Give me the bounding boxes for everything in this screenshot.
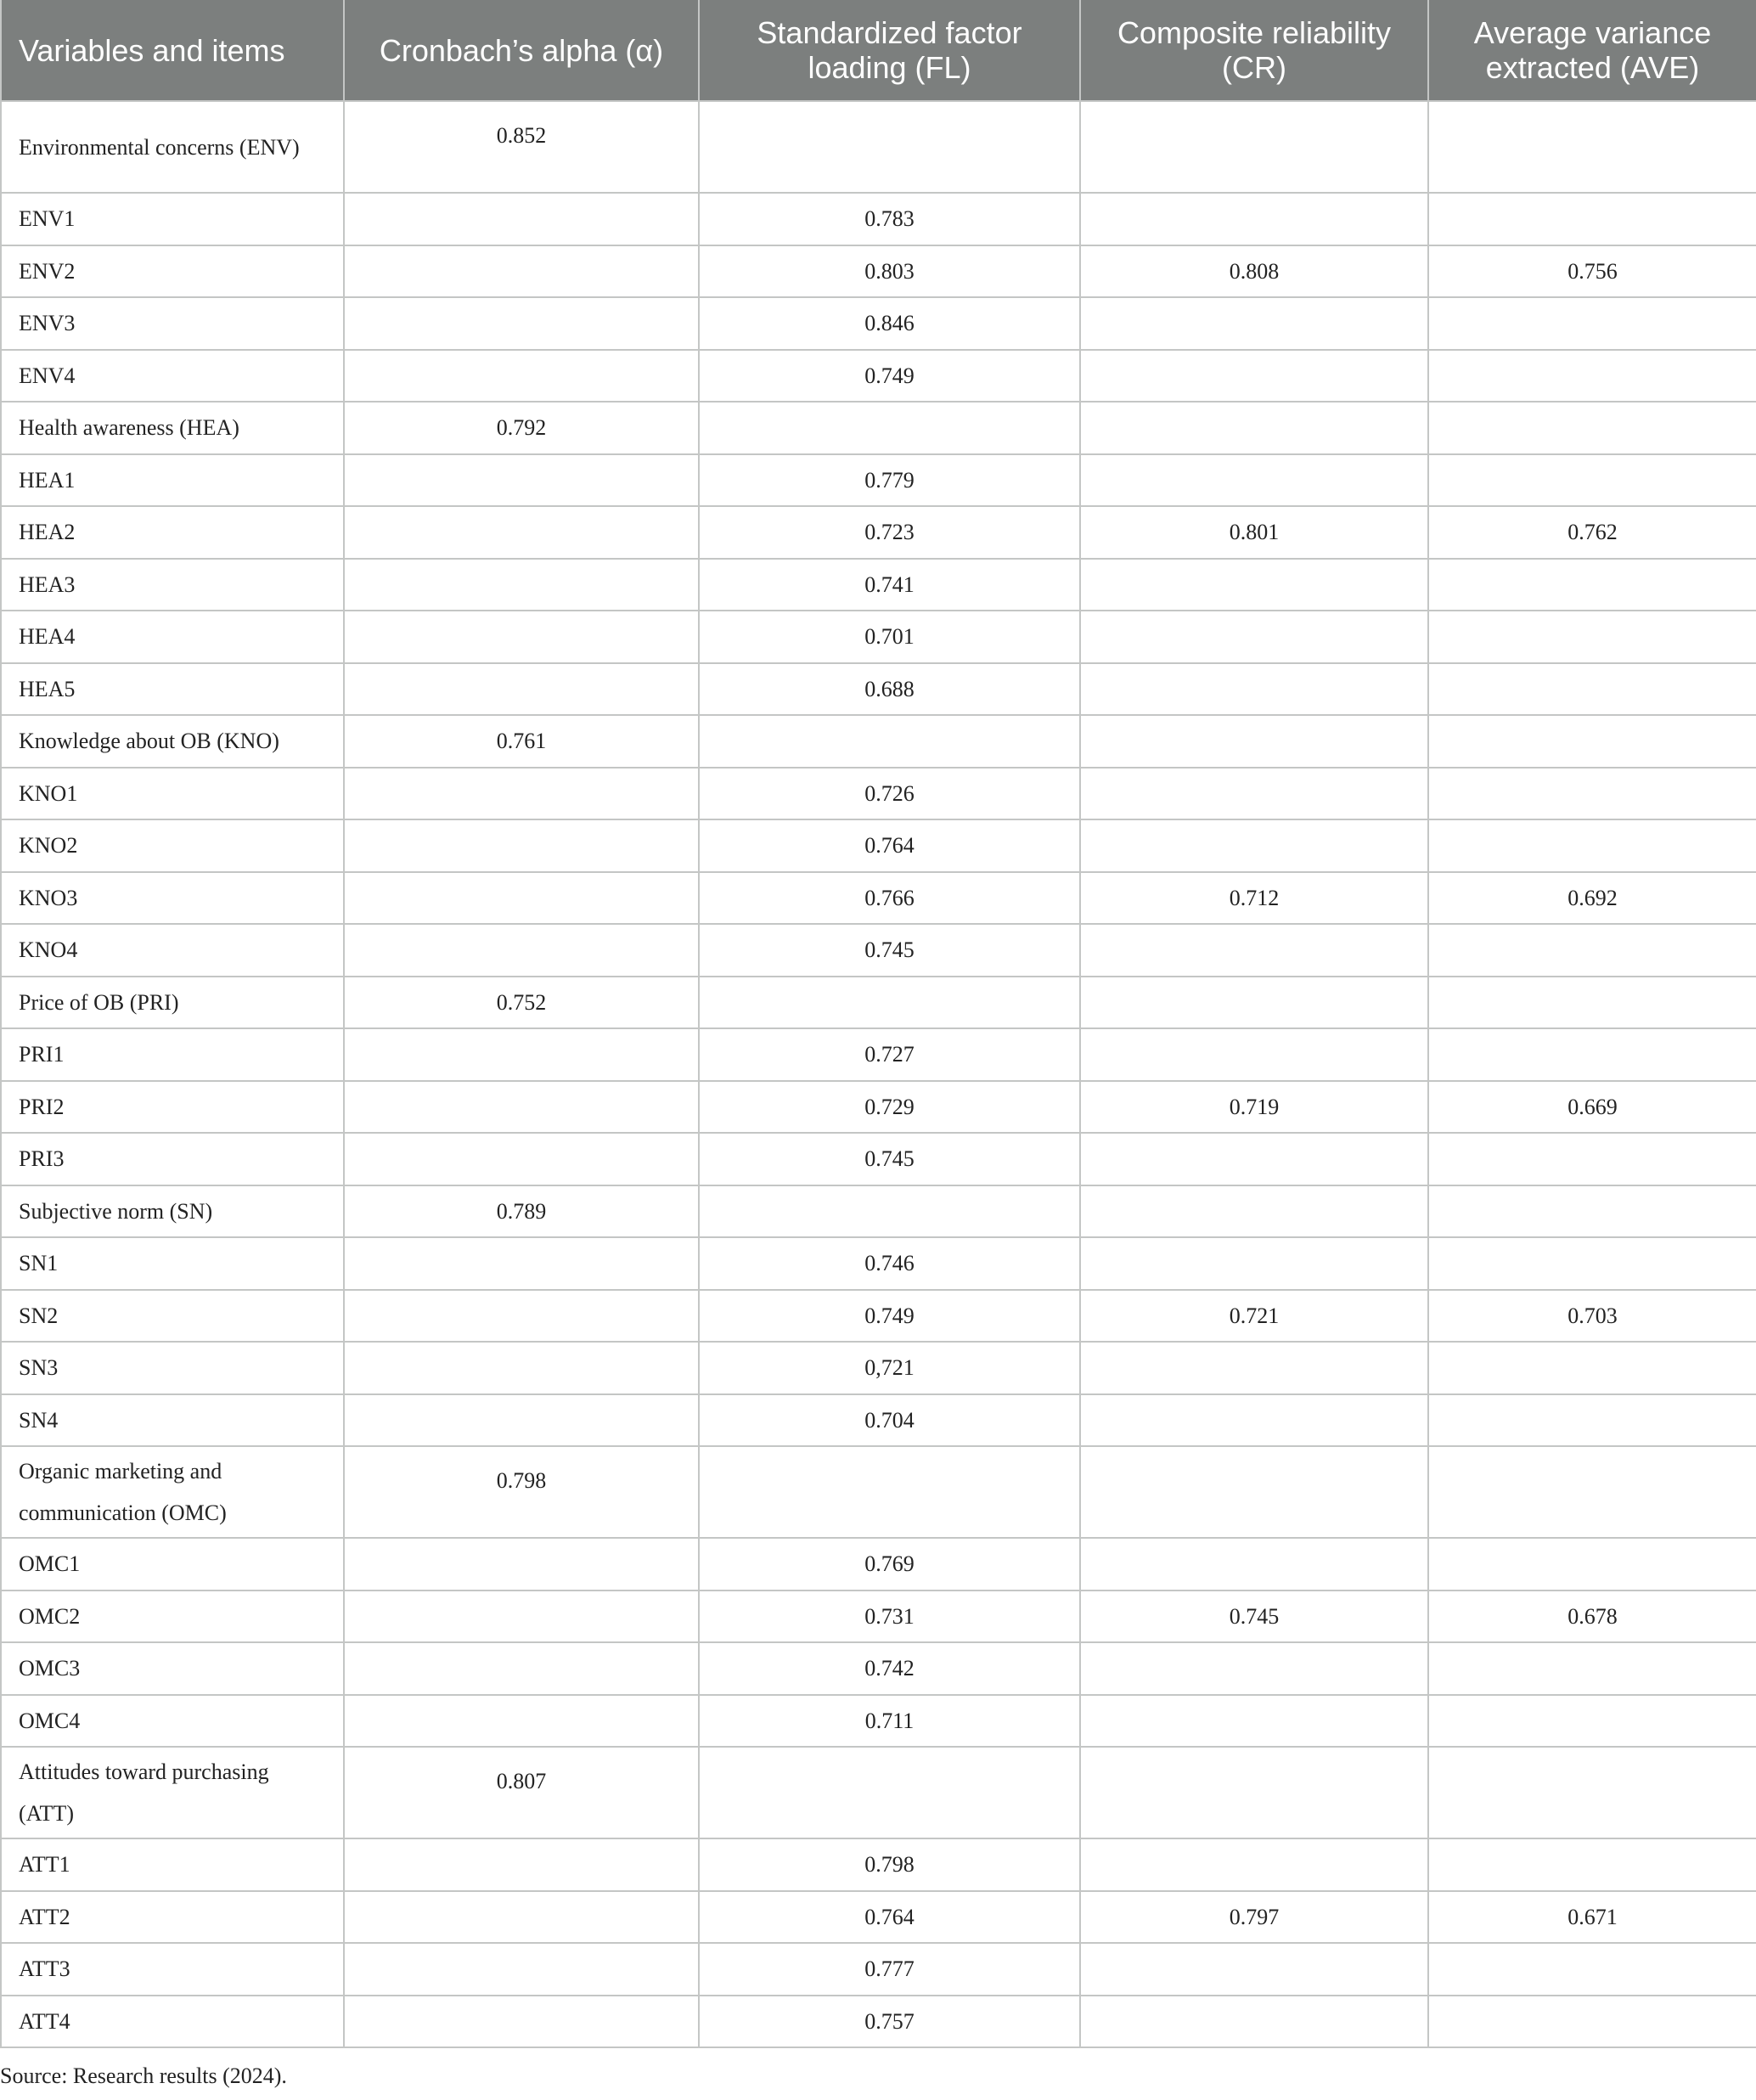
cell-alpha [344,819,699,872]
cell-variable: Subjective norm (SN) [1,1185,344,1238]
table-row [1,506,1756,559]
cell-alpha: 0.798 [344,1446,699,1538]
cell-factor-loading: 0.766 [699,872,1080,925]
table-body [1,101,1756,2047]
cell-ave [1428,1394,1756,1447]
cell-composite-reliability [1080,768,1428,820]
cell-factor-loading: 0.711 [699,1695,1080,1748]
cell-factor-loading: 0.726 [699,768,1080,820]
cell-factor-loading: 0.742 [699,1642,1080,1695]
table-row [1,663,1756,716]
cell-factor-loading [699,977,1080,1029]
cell-variable: PRI3 [1,1133,344,1185]
cell-composite-reliability: 0.797 [1080,1891,1428,1944]
cell-alpha [344,1394,699,1447]
cell-variable: Environmental concerns (ENV) [1,101,344,193]
table-row [1,1642,1756,1695]
cell-ave [1428,819,1756,872]
cell-alpha [344,1695,699,1748]
header-factor-loading: Standardized factor loading (FL) [699,0,1080,101]
cell-composite-reliability: 0.745 [1080,1590,1428,1643]
cell-ave [1428,1185,1756,1238]
cell-alpha [344,924,699,977]
table-row [1,1747,1756,1838]
cell-ave [1428,402,1756,454]
cell-factor-loading: 0.777 [699,1943,1080,1996]
table-row [1,1237,1756,1290]
cell-factor-loading: 0.729 [699,1081,1080,1134]
table-row [1,1394,1756,1447]
table-row [1,193,1756,245]
cell-factor-loading: 0.803 [699,245,1080,298]
cell-variable: OMC1 [1,1538,344,1590]
cell-factor-loading: 0.731 [699,1590,1080,1643]
cell-factor-loading [699,1446,1080,1538]
cell-alpha: 0.789 [344,1185,699,1238]
cell-factor-loading: 0.746 [699,1237,1080,1290]
cell-variable: HEA2 [1,506,344,559]
table-row [1,245,1756,298]
cell-ave: 0.703 [1428,1290,1756,1343]
cell-ave [1428,350,1756,403]
header-average-variance-extracted: Average variance extracted (AVE) [1428,0,1756,101]
table-row [1,1996,1756,2048]
cell-factor-loading: 0.704 [699,1394,1080,1447]
table-row [1,1695,1756,1748]
cell-ave [1428,1943,1756,1996]
cell-variable: ATT1 [1,1838,344,1891]
table-row [1,715,1756,768]
cell-composite-reliability [1080,611,1428,663]
table-row [1,1590,1756,1643]
cell-factor-loading: 0.798 [699,1838,1080,1891]
cell-variable: HEA1 [1,454,344,507]
cell-alpha [344,1590,699,1643]
table-row [1,1838,1756,1891]
cell-composite-reliability: 0.808 [1080,245,1428,298]
cell-composite-reliability [1080,1185,1428,1238]
cell-variable: KNO1 [1,768,344,820]
cell-composite-reliability [1080,193,1428,245]
cell-alpha [344,1133,699,1185]
cell-ave [1428,663,1756,716]
table-row [1,1538,1756,1590]
cell-factor-loading: 0.757 [699,1996,1080,2048]
cell-variable: Health awareness (HEA) [1,402,344,454]
cell-composite-reliability [1080,297,1428,350]
cell-composite-reliability: 0.721 [1080,1290,1428,1343]
cell-alpha [344,1538,699,1590]
cell-composite-reliability [1080,101,1428,193]
cell-variable: ENV2 [1,245,344,298]
cell-alpha [344,1996,699,2048]
table-row [1,872,1756,925]
cell-ave [1428,1747,1756,1838]
table-row [1,402,1756,454]
cell-composite-reliability [1080,1642,1428,1695]
cell-ave [1428,193,1756,245]
cell-ave [1428,101,1756,193]
cell-factor-loading: 0.723 [699,506,1080,559]
cell-variable: PRI2 [1,1081,344,1134]
table-row [1,924,1756,977]
cell-ave [1428,768,1756,820]
cell-composite-reliability [1080,924,1428,977]
cell-ave [1428,1342,1756,1394]
cell-alpha [344,193,699,245]
cell-variable: OMC4 [1,1695,344,1748]
cell-variable: Organic marketing and communication (OMC) [1,1446,344,1538]
table-row [1,454,1756,507]
cell-alpha: 0.761 [344,715,699,768]
cell-ave: 0.756 [1428,245,1756,298]
cell-ave [1428,297,1756,350]
cell-composite-reliability: 0.719 [1080,1081,1428,1134]
cell-composite-reliability [1080,715,1428,768]
table-row [1,768,1756,820]
cell-alpha [344,1943,699,1996]
cell-ave [1428,1028,1756,1081]
cell-variable: ENV4 [1,350,344,403]
table-row [1,1028,1756,1081]
cell-alpha [344,872,699,925]
cell-factor-loading: 0.749 [699,1290,1080,1343]
cell-variable: SN3 [1,1342,344,1394]
cell-alpha [344,1838,699,1891]
cell-alpha [344,1290,699,1343]
cell-variable: HEA3 [1,559,344,611]
cell-composite-reliability [1080,1028,1428,1081]
cell-alpha [344,559,699,611]
cell-variable: Price of OB (PRI) [1,977,344,1029]
cell-variable: ENV1 [1,193,344,245]
cell-variable: ATT3 [1,1943,344,1996]
cell-alpha: 0.752 [344,977,699,1029]
cell-composite-reliability: 0.712 [1080,872,1428,925]
cell-ave [1428,1695,1756,1748]
table-row [1,1891,1756,1944]
cell-composite-reliability [1080,1838,1428,1891]
cell-factor-loading: 0.745 [699,1133,1080,1185]
source-note: Source: Research results (2024). [0,2063,287,2088]
cell-ave [1428,1446,1756,1538]
cell-composite-reliability [1080,1446,1428,1538]
table-row [1,977,1756,1029]
cell-ave: 0.671 [1428,1891,1756,1944]
cell-ave: 0.692 [1428,872,1756,925]
cell-composite-reliability [1080,1943,1428,1996]
cell-alpha: 0.792 [344,402,699,454]
cell-ave [1428,559,1756,611]
table-row [1,1081,1756,1134]
cell-ave [1428,1838,1756,1891]
cell-alpha [344,1891,699,1944]
cell-factor-loading [699,715,1080,768]
table-row [1,1342,1756,1394]
cell-alpha [344,506,699,559]
cell-ave [1428,611,1756,663]
cell-variable: KNO4 [1,924,344,977]
cell-ave [1428,1237,1756,1290]
cell-factor-loading: 0.764 [699,819,1080,872]
cell-variable: OMC3 [1,1642,344,1695]
cell-alpha [344,297,699,350]
cell-alpha [344,663,699,716]
cell-variable: ATT4 [1,1996,344,2048]
cell-composite-reliability [1080,819,1428,872]
cell-variable: PRI1 [1,1028,344,1081]
cell-composite-reliability [1080,1747,1428,1838]
cell-alpha: 0.852 [344,101,699,193]
cell-alpha [344,768,699,820]
table-row [1,1185,1756,1238]
cell-composite-reliability: 0.801 [1080,506,1428,559]
cell-factor-loading: 0.846 [699,297,1080,350]
cell-ave [1428,1538,1756,1590]
header-row [1,0,1756,101]
cell-composite-reliability [1080,454,1428,507]
cell-factor-loading: 0.779 [699,454,1080,507]
cell-composite-reliability [1080,1695,1428,1748]
cell-factor-loading [699,402,1080,454]
cell-variable: Attitudes toward purchasing (ATT) [1,1747,344,1838]
cell-composite-reliability [1080,1538,1428,1590]
cell-variable: ATT2 [1,1891,344,1944]
header-cronbach-alpha: Cronbach’s alpha (α) [344,0,699,101]
cell-alpha [344,611,699,663]
table-row [1,559,1756,611]
table-row [1,350,1756,403]
cell-composite-reliability [1080,1996,1428,2048]
cell-ave: 0.678 [1428,1590,1756,1643]
table-row [1,297,1756,350]
cell-ave [1428,924,1756,977]
cell-alpha [344,245,699,298]
cell-composite-reliability [1080,1394,1428,1447]
cell-variable: KNO3 [1,872,344,925]
cell-factor-loading: 0.727 [699,1028,1080,1081]
cell-variable: ENV3 [1,297,344,350]
cell-composite-reliability [1080,1237,1428,1290]
cell-composite-reliability [1080,1342,1428,1394]
table-row [1,1290,1756,1343]
cell-composite-reliability [1080,350,1428,403]
cell-composite-reliability [1080,663,1428,716]
cell-factor-loading: 0.688 [699,663,1080,716]
cell-alpha: 0.807 [344,1747,699,1838]
cell-variable: SN1 [1,1237,344,1290]
cell-variable: HEA5 [1,663,344,716]
table-header [1,0,1756,101]
cell-ave [1428,1642,1756,1695]
cell-composite-reliability [1080,402,1428,454]
cell-factor-loading: 0.741 [699,559,1080,611]
table-row [1,101,1756,193]
table-row [1,1133,1756,1185]
cell-composite-reliability [1080,559,1428,611]
cell-alpha [344,350,699,403]
cell-factor-loading [699,101,1080,193]
cell-factor-loading: 0.749 [699,350,1080,403]
cell-factor-loading: 0.764 [699,1891,1080,1944]
cell-alpha [344,1642,699,1695]
table-row [1,819,1756,872]
cell-ave: 0.669 [1428,1081,1756,1134]
cell-ave [1428,454,1756,507]
table-row [1,1446,1756,1538]
cell-factor-loading: 0.783 [699,193,1080,245]
cell-ave [1428,977,1756,1029]
cell-variable: SN4 [1,1394,344,1447]
cell-alpha [344,1028,699,1081]
table-row [1,611,1756,663]
cell-ave [1428,1133,1756,1185]
cell-alpha [344,454,699,507]
cell-factor-loading: 0,721 [699,1342,1080,1394]
cell-factor-loading [699,1747,1080,1838]
cell-variable: OMC2 [1,1590,344,1643]
header-variables-items: Variables and items [1,0,344,101]
cell-factor-loading: 0.701 [699,611,1080,663]
cell-variable: KNO2 [1,819,344,872]
cell-composite-reliability [1080,977,1428,1029]
cell-alpha [344,1237,699,1290]
cell-variable: HEA4 [1,611,344,663]
cell-factor-loading [699,1185,1080,1238]
cell-ave: 0.762 [1428,506,1756,559]
cell-ave [1428,1996,1756,2048]
table-row [1,1943,1756,1996]
header-composite-reliability: Composite reliability (CR) [1080,0,1428,101]
cell-variable: SN2 [1,1290,344,1343]
cell-ave [1428,715,1756,768]
cell-alpha [344,1081,699,1134]
cell-composite-reliability [1080,1133,1428,1185]
cell-factor-loading: 0.769 [699,1538,1080,1590]
cell-factor-loading: 0.745 [699,924,1080,977]
cell-variable: Knowledge about OB (KNO) [1,715,344,768]
cell-alpha [344,1342,699,1394]
